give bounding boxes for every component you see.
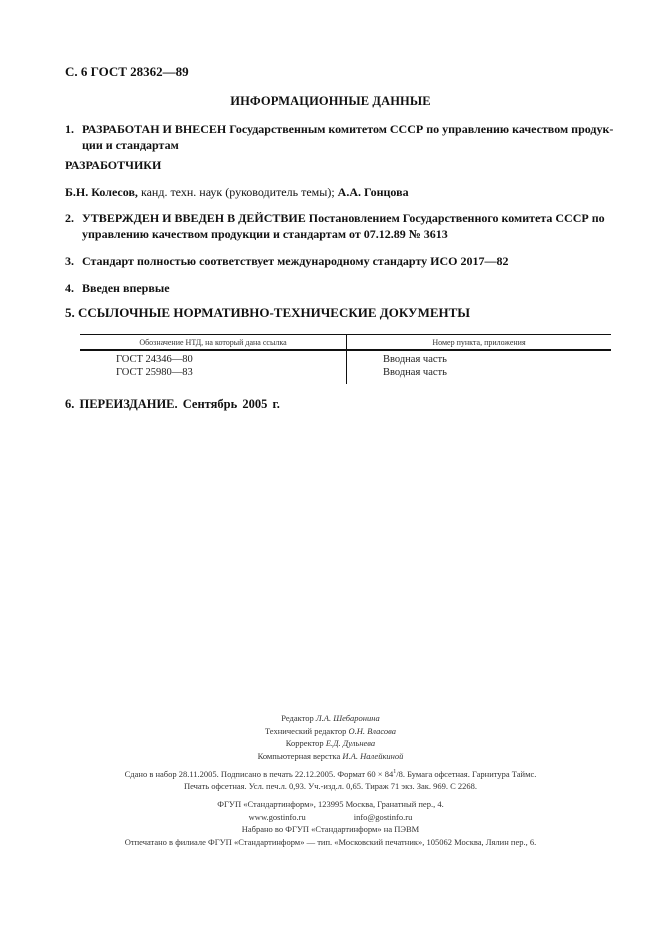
developers-title: РАЗРАБОТЧИКИ (65, 158, 162, 172)
staff-role: Корректор (285, 738, 324, 748)
item-number: 5. (65, 305, 75, 320)
format-superscript: 1 (393, 769, 397, 775)
developers-list (65, 185, 409, 200)
staff-proofreader (0, 737, 661, 750)
section-title: ИНФОРМАЦИОННЫЕ ДАННЫЕ (230, 94, 431, 108)
imprint-staff (0, 712, 661, 762)
developer-role: канд. техн. наук (руководитель темы); (140, 185, 335, 199)
item-number: 1. (65, 122, 74, 136)
item-text: ПЕРЕИЗДАНИЕ. Сентябрь 2005 г. (79, 397, 280, 411)
staff-layout (0, 750, 661, 763)
item-number: 3. (65, 254, 74, 268)
item-lead: УТВЕРЖДЕН И ВВЕДЕН В ДЕЙСТВИЕ (82, 211, 306, 225)
print-info-text: /8. Бумага офсетная. Гарнитура Таймс. (396, 768, 537, 779)
table-header-clause: Номер пункта, приложения (432, 338, 526, 347)
page-header: С. 6 ГОСТ 28362—89 (65, 64, 189, 79)
item-first-introduced (65, 280, 625, 296)
print-info-line-2: Печать офсетная. Усл. печ.л. 0,93. Уч.-изд.л. 0,65. Тираж 71 экз. Зак. 969. С 2268. (183, 781, 478, 792)
staff-name: Л.А. Шебаронина (315, 713, 380, 723)
staff-name: Е.Д. Дульнева (325, 738, 376, 748)
item-text: Государственным комитетом СССР по управлению качеством продук-ции и стандартам (82, 122, 614, 152)
item-developed-by (65, 121, 625, 153)
table-header-ntd: Обозначение НТД, на который дана ссылка (139, 338, 287, 347)
item-iso-conformance (65, 253, 625, 269)
imprint-publisher (0, 798, 661, 848)
email-link[interactable]: info@gostinfo.ru (353, 811, 413, 822)
staff-tech-editor (0, 725, 661, 738)
staff-editor (0, 712, 661, 725)
item-number: 6. (65, 397, 75, 411)
developer-name: Б.Н. Колесов, (65, 185, 138, 199)
item-text: ССЫЛОЧНЫЕ НОРМАТИВНО-ТЕХНИЧЕСКИЕ ДОКУМЕНТЫ (78, 305, 471, 320)
developer-name: А.А. Гонцова (337, 185, 409, 199)
publisher-contacts (0, 811, 661, 824)
printed-note: Отпечатано в филиале ФГУП «Стандартинформ» — тип. «Московский печатник», 105062 Москва, Лялин пер., 6. (124, 836, 537, 847)
item-text: Стандарт полностью соответствует международному стандарту ИСО 2017—82 (82, 254, 509, 268)
table-cell-clause: Вводная часть (383, 354, 447, 365)
imprint-print-info (0, 766, 661, 793)
table-cell-ntd: ГОСТ 25980—83 (116, 367, 193, 378)
staff-name: О.Н. Власова (348, 725, 397, 736)
item-reissue (65, 397, 280, 412)
publisher-address: ФГУП «Стандартинформ», 123995 Москва, Гранатный пер., 4. (217, 799, 444, 809)
item-approved (65, 210, 625, 242)
staff-role: Компьютерная верстка (257, 750, 341, 761)
item-number: 4. (65, 281, 74, 295)
item-references-heading (65, 305, 470, 321)
staff-role: Редактор (281, 713, 314, 723)
print-info-line-1 (0, 766, 661, 780)
table-cell-ntd: ГОСТ 24346—80 (116, 354, 193, 365)
website-link[interactable]: www.gostinfo.ru (248, 811, 306, 822)
typeset-note: Набрано во ФГУП «Стандартинформ» на ПЭВМ (241, 824, 420, 834)
item-text: Постановлением Государственного комитета СССР по управлению качеством продукции и стандартам от 07.12.89 № 3613 (82, 211, 605, 241)
reference-table (80, 334, 611, 384)
item-number: 2. (65, 211, 74, 225)
print-info-text: Сдано в набор 28.11.2005. Подписано в печать 22.12.2005. Формат 60 × 84 (124, 768, 394, 779)
item-lead: РАЗРАБОТАН И ВНЕСЕН (82, 122, 227, 136)
staff-name: И.А. Налейкиной (342, 750, 404, 761)
staff-role: Технический редактор (264, 725, 347, 736)
table-cell-clause: Вводная часть (383, 367, 447, 378)
item-text: Введен впервые (82, 281, 170, 295)
